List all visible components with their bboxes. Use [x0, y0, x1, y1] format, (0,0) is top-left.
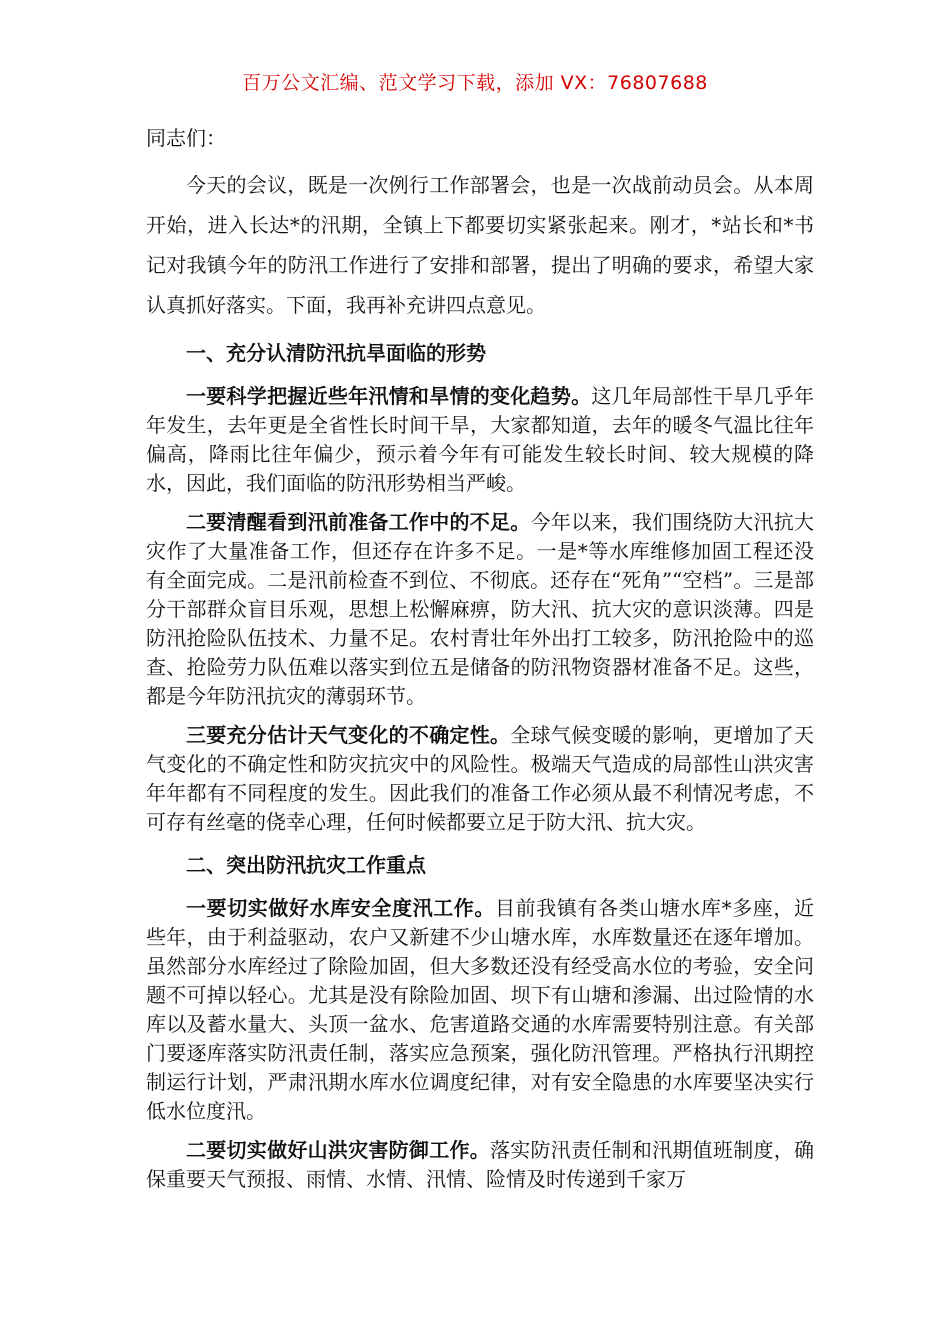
paragraph-body: 落实防汛责任制和汛期值班制度，确保重要天气预报、雨情、水情、汛情、险情及时传递到千家万: [146, 1138, 814, 1191]
document-body: [146, 124, 814, 1204]
intro-paragraph: 今天的会议，既是一次例行工作部署会，也是一次战前动员会。从本周开始，进入长达*的汛期，全镇上下都要切实紧张起来。刚才，*站长和*书记对我镇今年的防汛工作进行了安排和部署，提出了明确的要求，希望大家认真抓好落实。下面，我再补充讲四点意见。: [146, 173, 814, 317]
section-2-title: 二、突出防汛抗灾工作重点: [186, 853, 426, 877]
section-1-paragraph-2: [146, 508, 814, 711]
paragraph-body: 今年以来，我们围绕防大汛抗大灾作了大量准备工作，但还存在许多不足。一是*等水库维修加固工程还没有全面完成。二是汛前检查不到位、不彻底。还存在“死角”“空档”。三是部分干部群众盲目乐观，思想上松懈麻痹，防大汛、抗大灾的意识淡薄。四是防汛抢险队伍技术、力量不足。农村青壮年外出打工较多，防汛抢险中的巡查、抢险劳力队伍难以落实到位五是储备的防汛物资器材准备不足。这些，都是今年防汛抗灾的薄弱环节。: [146, 510, 815, 708]
section-1-title: 一、充分认清防汛抗旱面临的形势: [186, 341, 486, 365]
section-1-paragraph-3: [146, 721, 814, 837]
paragraph-lead: 二要切实做好山洪灾害防御工作。: [186, 1138, 490, 1162]
section-2-paragraph-1: [146, 894, 814, 1126]
paragraph-lead: 一要科学把握近些年汛情和旱情的变化趋势。: [186, 384, 592, 408]
paragraph-lead: 一要切实做好水库安全度汛工作。: [186, 896, 495, 920]
salutation: 同志们：: [146, 126, 226, 150]
paragraph-body: 这几年局部性干旱几乎年年发生，去年更是全省性长时间干旱，大家都知道，去年的暖冬气温比往年偏高，降雨比往年偏少，预示着今年有可能发生较长时间、较大规模的降水，因此，我们面临的防汛形势相当严峻。: [146, 384, 815, 495]
section-1-paragraph-1: [146, 382, 814, 498]
section-2-paragraph-2: [146, 1136, 814, 1194]
header-banner: 百万公文汇编、范文学习下载，添加 VX：76807688: [242, 72, 708, 94]
paragraph-lead: 三要充分估计天气变化的不确定性。: [186, 723, 511, 747]
paragraph-lead: 二要清醒看到汛前准备工作中的不足。: [186, 510, 531, 534]
paragraph-body: 全球气候变暖的影响，更增加了天气变化的不确定性和防灾抗灾中的风险性。极端天气造成的局部性山洪灾害年年都有不同程度的发生。因此我们的准备工作必须从最不利情况考虑，不可存有丝毫的侥幸心理，任何时候都要立足于防大汛、抗大灾。: [146, 723, 815, 834]
paragraph-body: 目前我镇有各类山塘水库*多座，近些年，由于利益驱动，农户又新建不少山塘水库，水库数量还在逐年增加。虽然部分水库经过了除险加固，但大多数还没有经受高水位的考验，安全问题不可掉以轻心。尤其是没有除险加固、坝下有山塘和渗漏、出过险情的水库以及蓄水量大、头顶一盆水、危害道路交通的水库需要特别注意。有关部门要逐库落实防汛责任制，落实应急预案，强化防汛管理。严格执行汛期控制运行计划，严肃汛期水库水位调度纪律，对有安全隐患的水库要坚决实行低水位度汛。: [146, 896, 814, 1123]
